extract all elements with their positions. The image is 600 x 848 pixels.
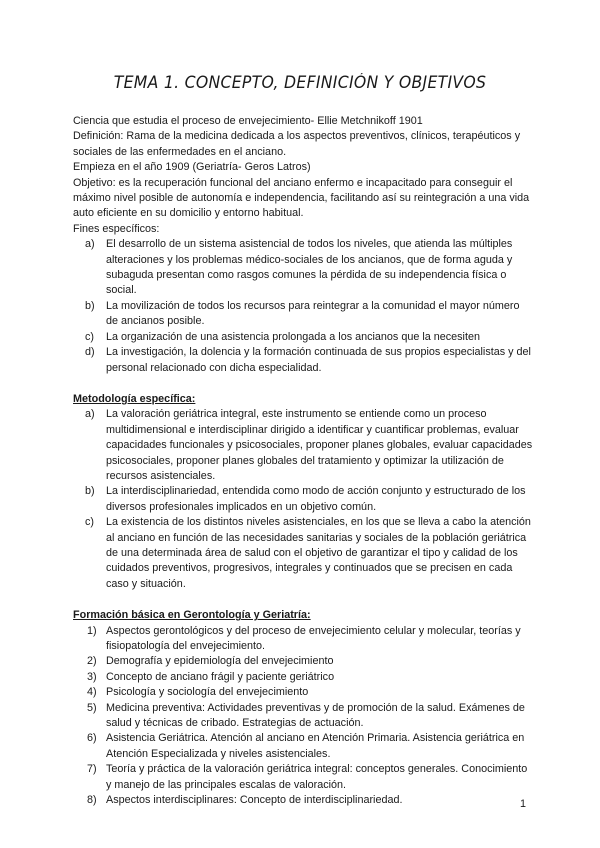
list-marker: b) — [85, 485, 95, 498]
list-item — [73, 793, 533, 808]
list-marker: 2) — [87, 655, 97, 668]
list-item-text: La movilización de todos los recursos para reintegrar a la comunidad el mayor número de ancianos posible. — [106, 299, 520, 328]
list-item-text: El desarrollo de un sistema asistencial de todos los niveles, que atienda las múltiples alteraciones y los problemas médico-sociales de los ancianos, que de forma aguda y subaguda presentan como rasgos comunes la pérdida de su independencia física o social. — [106, 238, 513, 297]
list-item — [73, 624, 533, 655]
metodologia-heading: Metodología específica: — [73, 392, 196, 405]
list-item-text: Psicología y sociología del envejecimiento — [106, 686, 309, 699]
list-marker: c) — [85, 330, 94, 343]
fines-list — [73, 237, 533, 376]
list-item-text: Asistencia Geriátrica. Atención al anciano en Atención Primaria. Asistencia geriátrica en Atención Especializada y niveles asistenciales. — [106, 732, 525, 760]
list-item — [73, 484, 533, 515]
list-marker: 7) — [87, 763, 97, 776]
list-item-text: Teoría y práctica de la valoración geriátrica integral: conceptos generales. Conocimiento y manejo de las principales escalas de valoración. — [106, 763, 528, 791]
list-item-text: Concepto de anciano frágil y paciente geriátrico — [106, 670, 335, 683]
list-item-text: La interdisciplinariedad, entendida como modo de acción conjunto y estructurado de los diversos profesionales implicados en un objetivo común. — [106, 485, 526, 513]
fines-heading: Fines específicos: — [73, 222, 160, 235]
list-item — [73, 407, 533, 484]
list-item — [73, 345, 533, 376]
list-marker: a) — [85, 408, 95, 421]
list-item-text: Aspectos interdisciplinares: Concepto de interdisciplinariedad. — [106, 794, 403, 807]
intro-inicio: Empieza en el año 1909 (Geriatría- Geros Latros) — [73, 161, 311, 174]
page-number: 1 — [519, 798, 526, 810]
list-item — [73, 654, 533, 669]
list-marker: 1) — [87, 624, 97, 637]
formacion-list — [73, 624, 533, 809]
list-item — [73, 330, 533, 345]
intro-definicion: Definición: Rama de la medicina dedicada a los aspectos preventivos, clínicos, terapéuticos y sociales de las enfermedades en el anciano. — [73, 130, 521, 158]
list-item — [73, 670, 533, 685]
metodologia-list — [73, 407, 533, 592]
intro-line-1: Ciencia que estudia el proceso de envejecimiento- Ellie Metchnikoff 1901 — [73, 115, 423, 127]
list-item-text: Aspectos gerontológicos y del proceso de envejecimiento celular y molecular, teorías y fisiopatología del envejecimiento. — [106, 624, 521, 652]
list-item-text: La valoración geriátrica integral, este instrumento se entiende como un proceso multidimensional e interdisciplinar dirigido a identificar y cuantificar problemas, evaluar capacidades funcionales y psicosociales, proponer planes globales, evaluar capacidades psicosociales, proponer planes globales del tratamiento y optimizar la utilización de recursos asistenciales. — [106, 408, 533, 482]
list-marker: 3) — [87, 670, 97, 683]
intro-objetivo: Objetivo: es la recuperación funcional del anciano enfermo e incapacitado para conseguir el máximo nivel posible de autonomía e independencia, facilitando así su reintegración a una vida auto eficiente en su domicilio y entorno habitual. — [73, 176, 530, 220]
list-marker: c) — [85, 516, 94, 529]
list-item-text: La existencia de los distintos niveles asistenciales, en los que se lleva a cabo la atención al anciano en función de las necesidades sanitarias y sociales de la población geriátrica de una determinada área de salud con el objetivo de garantizar el tipo y calidad de los cuidados preventivos, progresivos, integrales y continuados que se precisen en cada caso y situación. — [106, 516, 531, 590]
list-item-text: La organización de una asistencia prolongada a los ancianos que la necesiten — [106, 330, 480, 343]
document-body — [73, 114, 533, 808]
list-item — [73, 237, 533, 299]
page-title: TEMA 1. CONCEPTO, DEFINICIÓN Y OBJETIVOS — [113, 73, 487, 92]
list-marker: b) — [85, 299, 95, 312]
list-item-text: Demografía y epidemiología del envejecimiento — [106, 655, 334, 668]
list-item — [73, 685, 533, 700]
list-marker: a) — [85, 238, 95, 251]
list-item — [73, 762, 533, 793]
list-marker: 6) — [87, 732, 97, 745]
formacion-heading: Formación básica en Gerontología y Geriatría: — [73, 609, 311, 622]
list-item-text: La investigación, la dolencia y la formación continuada de sus propios especialistas y del personal relacionado con dicha especialidad. — [106, 346, 531, 374]
list-marker: d) — [85, 346, 95, 359]
list-marker: 5) — [87, 701, 97, 714]
list-item — [73, 731, 533, 762]
list-item — [73, 701, 533, 732]
list-marker: 8) — [87, 794, 97, 807]
list-item — [73, 299, 533, 330]
list-item-text: Medicina preventiva: Actividades preventivas y de promoción de la salud. Exámenes de salud y técnicas de cribado. Estrategias de actuación. — [106, 701, 525, 730]
list-marker: 4) — [87, 686, 97, 699]
list-item — [73, 515, 533, 592]
